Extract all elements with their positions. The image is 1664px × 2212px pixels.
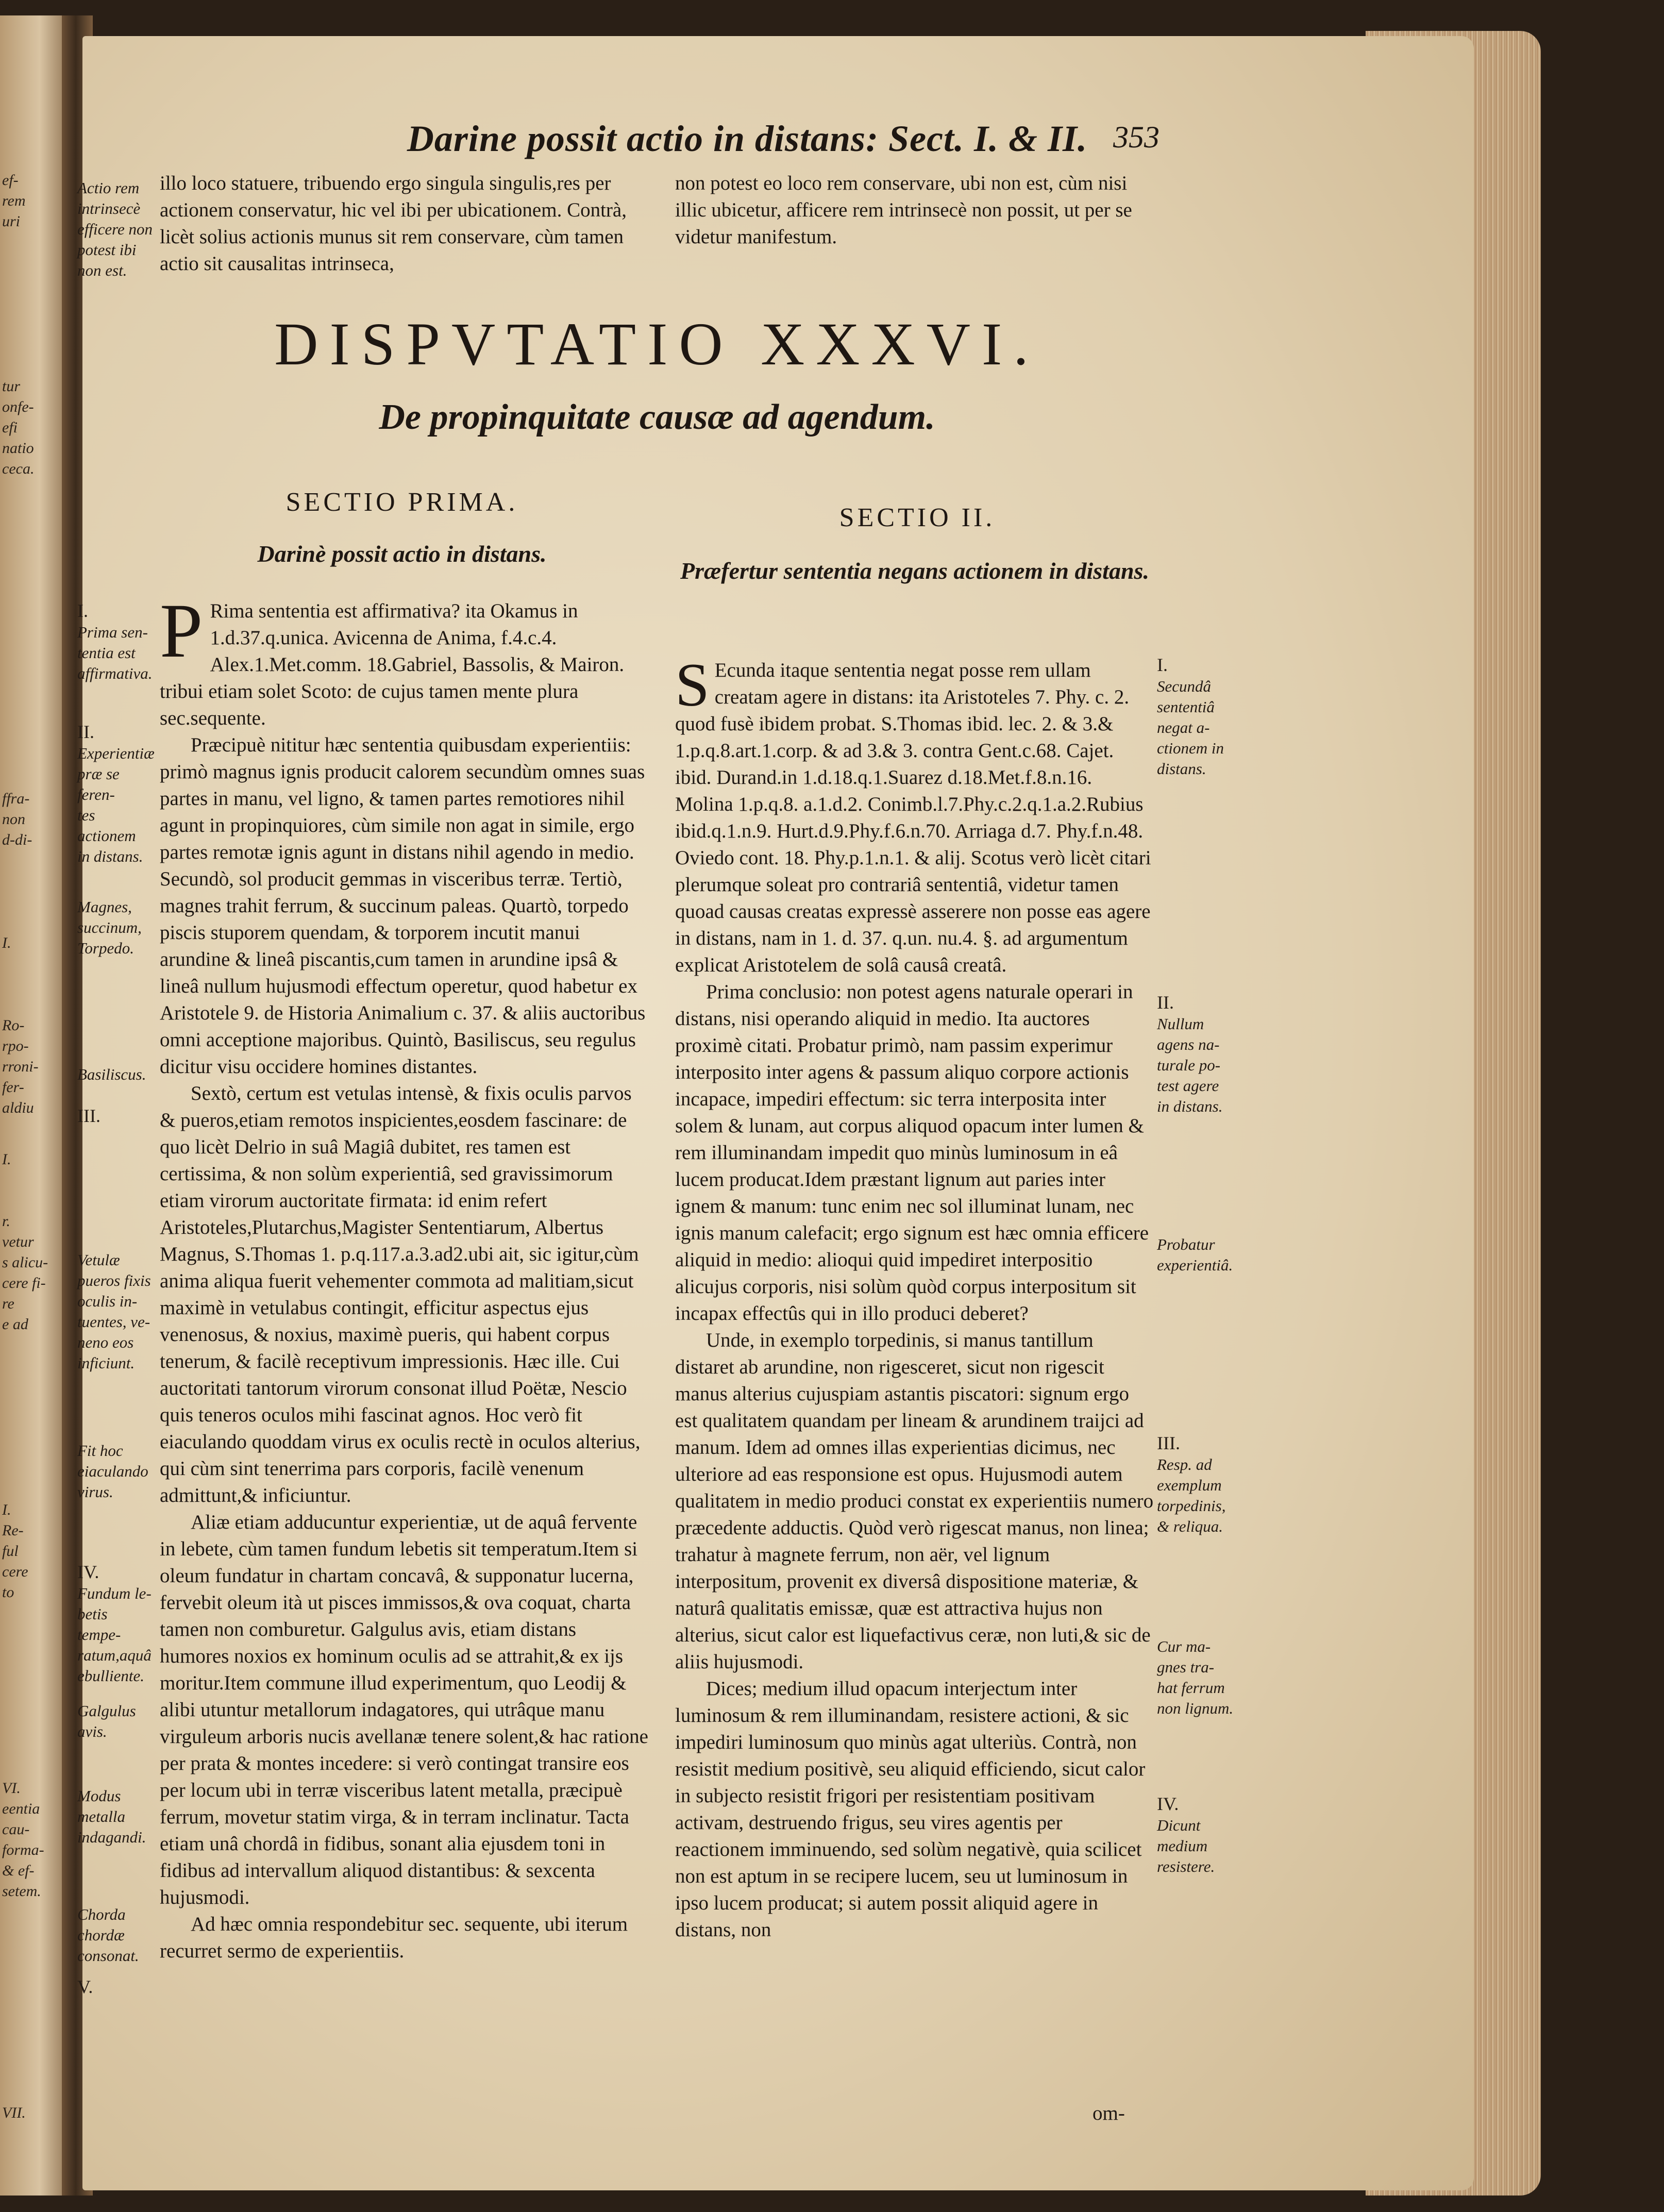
margin-note	[1157, 1794, 1250, 1877]
margin-note: Basiliscus.	[77, 1065, 146, 1083]
left-page-fragment: ef- rem uri	[2, 172, 26, 230]
margin-note	[77, 600, 155, 684]
section-subtitle: Darinè possit actio in distans.	[257, 541, 547, 567]
left-page-fragment: tur onfe- efi natio ceca.	[2, 378, 35, 477]
paragraph: Ad hæc omnia respondebitur sec. sequente, ubi iterum recurret sermo de experientiis.	[160, 1913, 628, 1962]
left-page-fragment: VII.	[2, 2104, 26, 2121]
left-page-fragment: I.	[2, 934, 11, 951]
left-page-fragment: r. vetur s alicu- cere fi- re e ad	[2, 1213, 48, 1333]
disputation-subtitle: De propinquitate causæ ad agendum.	[379, 397, 935, 437]
disputation-title: DISPVTATIO XXXVI.	[274, 310, 1040, 378]
margin-note	[1157, 992, 1250, 1117]
margin-note-text: Prima sen- tentia est affirmativa.	[77, 623, 153, 682]
carryover-text-right	[675, 170, 1154, 250]
paragraph: Præcipuè nititur hæc sententia quibusdam experientiis: primò magnus ignis producit calorem secundùm omnes suas partes in manu, vel ligno, & tamen partes remotiores nihil agunt in propinquiores, cùm simile non agat in simile, ergo partes remotæ ignis agunt in distans nihil agendo in medio. Secundò, sol producit gemmas in visceribus terræ. Tertiò, magnes trahit ferrum, & succinum paleas. Quartò, torpedo piscis stuporem quendam, & torporem incutit manui arundine & lineâ piscantis,cum tamen in arundine ipsâ & lineâ nullum hujusmodi effectum operetur, quod habetur ex Aristotele 9. de Historia Animalium c. 37. & aliis auctoribus omni acceptione majoribus. Quintò, Basiliscus, seu regulus dicitur visu occidere homines distantes.	[160, 734, 646, 1078]
paragraph: illo loco statuere, tribuendo ergo singula singulis,res per actionem conservatur, hic vel ibi per ubicationem. Contrà, licèt solius actionis munus sit rem conservare, cùm tamen actio sit causalitas intrinseca,	[160, 172, 627, 275]
margin-number: III.	[77, 1105, 100, 1126]
paragraph: Dices; medium illud opacum interjectum inter luminosum & rem illuminandam, resistere actioni, & sic impediri luminosum quo minùs agat ulteriùs. Contrà, non resistit medium positivè, seu aliquid efficiendo, sicut calor in subjecto resistit frigori per resistentiam positivam activam, destruendo frigus, seu vires agentis per reactionem imminuendo, sed solùm negativè, quia scilicet non est aptum in se recipere lucem, seu ut luminosum in ipso lucem producat; si autem possit aliquid agere in distans, non	[675, 1678, 1146, 1941]
paragraph: Prima conclusio: non potest agens naturale operari in distans, nisi operando aliquid in medio. Ita auctores proximè citati. Probatur primò, nam passim experimur interposito inter agens & passum aliquo corpore actionis incapace, impediri effectum: sic terra interposita inter solem & lunam, aut corpus aliquod opacum inter lumen & rem illuminandam impedit quo minùs luminosum in eâ lucem producat.Idem præstant lignum aut paries inter ignem & manum: tunc enim nec sol illuminat lunam, nec ignis manum calefacit; ergo signum est hæc omnia efficere aliquid in medio: alioqui quid impediret interpositio alicujus corporis, nisi solùm quòd corpus interpositum sit incapax effectûs qui in illo produci deberet?	[675, 981, 1149, 1325]
margin-note	[77, 1562, 155, 1686]
margin-note-text: Secundâ sententiâ negat a- ctionem in distans.	[1157, 677, 1224, 778]
margin-note: Galgulus avis.	[77, 1702, 136, 1740]
paragraph: Sextò, certum est vetulas intensè, & fixis oculis parvos & pueros,etiam remotos inspicientes,eosdem fascinare: de quo licèt Delrio in suâ Magiâ dubitet, res tamen est certissima, & non solùm experientiâ, sed gravissimorum etiam virorum auctoritate firmata: id enim refert Aristoteles,Plutarchus,Magister Sententiarum, Albertus Magnus, S.Thomas 1. p.q.117.a.3.ad2.ubi ait, sic igitur,cùm anima aliqua fuerit vehementer commota ad malitiam,sicut maximè in vetulabus contingit, efficitur aspectus ejus venenosus, & noxius, maximè pueris, qui habent corpus tenerum, & facilè receptivum impressionis. Hæc ille. Cui auctoritati tantorum virorum consonat illud Poëtæ, Nescio quis teneros oculos mihi fascinat agnos. Hoc verò fit eiaculando quoddam virus ex oculis rectè in oculos alterius, qui cùm sint tenerrima pars corporis, facilè venenum admittunt,& inficiuntur.	[160, 1082, 641, 1506]
left-page-fragment: I.	[2, 1151, 11, 1168]
margin-note-text: Dicunt medium resistere.	[1157, 1816, 1215, 1875]
margin-note	[77, 722, 155, 867]
margin-note-text: Fundum le- betis tempe- ratum,aquâ ebulliente.	[77, 1584, 152, 1685]
margin-note: Vetulæ pueros fixis oculis in- tuentes, ve- neno eos inficiunt.	[77, 1251, 151, 1372]
paragraph: Aliæ etiam adducuntur experientiæ, ut de aquâ fervente in lebete, cùm tamen fundum lebetis sit temperatum.Item si oleum fundatur in chartam concavâ, & supponatur lucerna, fervebit oleum ità ut pisces immissos,& ova coquat, charta tamen non comburetur. Galgulus avis, etiam distans humores noxios ex hominum oculis ad se attrahit,& ex ijs moritur.Item commune illud experimentum, quo Leodij & alibi utuntur metallorum indagatores, qui utrâque manu virguleum arboris nucis avellanæ tenere solent,& hac ratione per prata & montes incedere: si verò contingat transire eos per locum ubi in terræ visceribus latent metalla, præcipuè ferrum, movetur statim virga, & in terram inclinatur. Tacta etiam unâ chordâ in fidibus, sonant alia ejusdem toni in fidibus ad intervallum aliquod distantibus: & sexcenta hujusmodi.	[160, 1511, 648, 1908]
margin-number: I.	[1157, 655, 1168, 675]
running-head: Darine possit actio in distans: Sect. I. & II.	[407, 118, 1088, 159]
drop-capital: S	[675, 650, 710, 719]
margin-note-text: Experientiæ præ se feren- tes actionem in distans.	[77, 744, 155, 865]
margin-number: II.	[1157, 992, 1174, 1013]
margin-note	[1157, 1433, 1250, 1537]
paragraph: Unde, in exemplo torpedinis, si manus tantillum distaret ab arundine, non rigesceret, sicut non rigescit manus alterius cujuspiam astantis piscatori: signum ergo est qualitatem quandam per lineam & arundinem traijci ad manum. Idem ad omnes illas experientias dicimus, nec ulteriore ad eas responsione est opus. Hujusmodi autem qualitatem in medio produci constat ex experientiis numero præcedente adductis. Quòd verò rigescat manus, non linea; trahatur à magnete ferrum, non aër, vel lignum interpositum, provenit ex diversâ dispositione materiæ, & naturâ qualitatis emissæ, quæ est attractiva hujus non alterius, sicut calor est liquefactivus ceræ, non luti,& sic de aliis hujusmodi.	[675, 1329, 1154, 1673]
section-title: SECTIO II.	[839, 503, 996, 532]
left-page-edge	[0, 15, 72, 2196]
margin-number: III.	[1157, 1433, 1180, 1453]
margin-number: I.	[77, 600, 88, 621]
margin-note: Fit hoc eiaculando virus.	[77, 1442, 148, 1501]
margin-note: Modus metalla indagandi.	[77, 1787, 146, 1846]
left-page-fragment: Ro- rpo- rroni- fer- aldiu	[2, 1017, 39, 1116]
margin-note-text: Nullum agens na- turale po- test agere in distans.	[1157, 1015, 1223, 1115]
paragraph: non potest eo loco rem conservare, ubi non est, cùm nisi illic ubicetur, afficere rem intrinsecè non possit, ut per se videtur manifestum.	[675, 172, 1132, 248]
margin-number: IV.	[1157, 1794, 1179, 1814]
paragraph: Ecunda itaque sententia negat posse rem ullam creatam agere in distans: ita Aristoteles 7. Phy. c. 2. quod fusè ibidem probat. S.Thomas ibid. lec. 2. & 3.& 1.p.q.8.art.1.corp. & ad 3.& 3. contra Gent.c.68. Cajet. ibid. Durand.in 1.d.18.q.1.Suarez d.18.Met.f.8.n.16. Molina 1.p.q.8. a.1.d.2. Conimb.l.7.Phy.c.2.q.1.a.2.Rubius ibid.q.1.n.9. Hurt.d.9.Phy.f.6.n.70. Arriaga d.7. Phy.f.n.48. Oviedo cont. 18. Phy.p.1.n.1. & alij. Scotus verò licèt citari plerumque soleat pro contrariâ sententiâ, videtur tamen quoad causas creatas expressè asserere non posse eas agere in distans, nam in 1. d. 37. q.un. nu.4. §. ad argumentum explicat Aristotelem de solâ causâ creatâ.	[675, 659, 1151, 976]
margin-number: IV.	[77, 1562, 99, 1582]
margin-note: Chorda chordæ consonat.	[77, 1905, 139, 1965]
page-number: 353	[1113, 120, 1159, 154]
section-title: SECTIO PRIMA.	[285, 488, 518, 517]
carryover-text-left	[160, 170, 649, 277]
margin-note: Magnes, succinum, Torpedo.	[77, 898, 142, 957]
left-page-fragment: I. Re- ful cere to	[2, 1501, 28, 1601]
margin-note: Actio rem intrinsecè efficere non potest ibi non est.	[77, 179, 153, 279]
drop-capital: P	[160, 588, 203, 674]
margin-note-text: Resp. ad exemplum torpedinis, & reliqua.	[1157, 1455, 1226, 1535]
margin-number: V.	[77, 1976, 93, 1997]
section1-body	[160, 588, 649, 1965]
left-page-fragment: VI. eentia cau- forma- & ef- setem.	[2, 1780, 44, 1900]
margin-number: II.	[77, 722, 94, 742]
paragraph: Rima sententia est affirmativa? ita Okamus in 1.d.37.q.unica. Avicenna de Anima, f.4.c.4. Alex.1.Met.comm. 18.Gabriel, Bassolis, & Mairon. tribui etiam solet Scoto: de cujus tamen mente plura sec.sequente.	[160, 600, 625, 729]
margin-note: Cur ma- gnes tra- hat ferrum non lignum.	[1157, 1637, 1234, 1717]
margin-note: Probatur experientiâ.	[1157, 1235, 1233, 1274]
catchword: om-	[1092, 2102, 1125, 2124]
section-subtitle: Præfertur sententia negans actionem in distans.	[680, 558, 1149, 584]
section2-body	[675, 650, 1154, 1943]
left-page-fragment: ffra- non d-di-	[2, 790, 32, 848]
margin-note	[1157, 655, 1250, 779]
